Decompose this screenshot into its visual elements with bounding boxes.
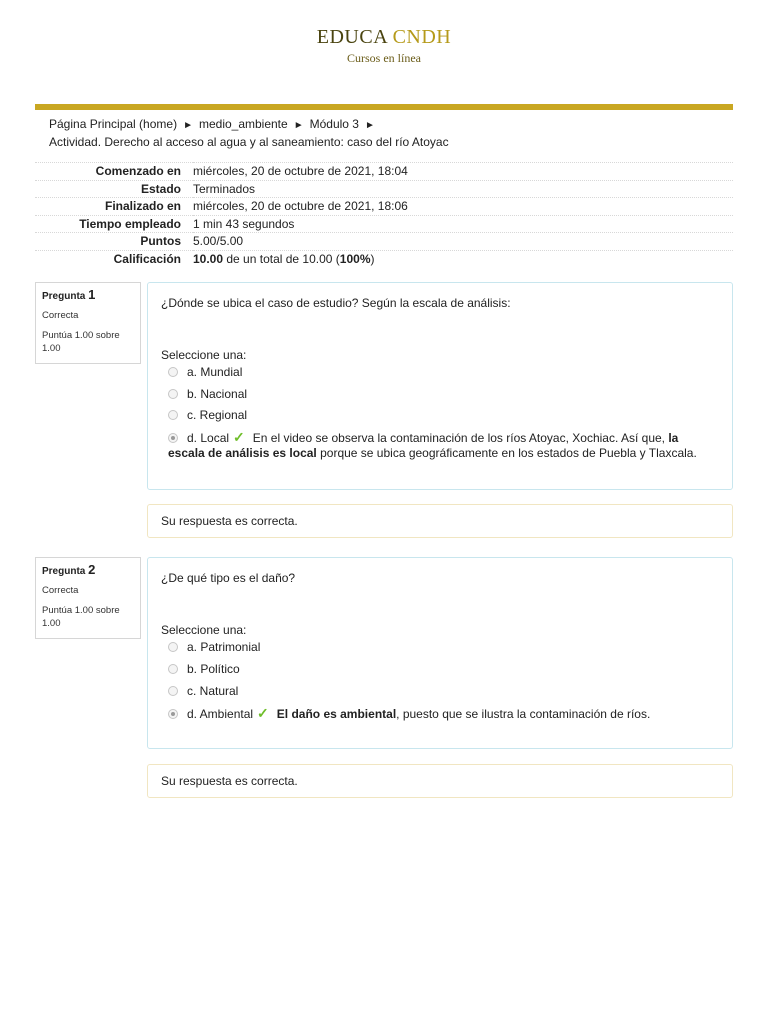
question-feedback: [147, 764, 733, 798]
radio-icon[interactable]: [168, 642, 178, 652]
radio-selected-icon[interactable]: [168, 709, 178, 719]
breadcrumb: [49, 116, 729, 150]
checkmark-icon: ✓: [257, 705, 269, 721]
answer-option[interactable]: [168, 365, 708, 380]
score-line: 1.00: [42, 618, 61, 629]
radio-icon[interactable]: [168, 367, 178, 377]
summary-row: [35, 233, 733, 251]
summary-label: Estado: [35, 180, 193, 198]
score-line: Puntúa 1.00 sobre: [42, 330, 120, 341]
site-logo[interactable]: [0, 26, 768, 49]
breadcrumb-separator-icon: ►: [293, 120, 304, 131]
grade-total: de un total de 10.00 (: [223, 252, 340, 266]
question-number: [42, 287, 140, 302]
summary-label: Calificación: [35, 250, 193, 268]
question-text: ¿Dónde se ubica el caso de estudio? Según la escala de análisis:: [161, 296, 511, 310]
header-divider: [35, 104, 733, 110]
option-label: b. Nacional: [187, 387, 248, 401]
question-status: Correcta: [42, 585, 79, 596]
summary-row: [35, 180, 733, 198]
option-feedback: [277, 707, 651, 721]
question-info: [35, 282, 141, 364]
logo-main: EDUCA: [316, 26, 388, 48]
summary-row: [35, 198, 733, 216]
radio-selected-icon[interactable]: [168, 433, 178, 443]
question-info: [35, 557, 141, 639]
question-number: [42, 562, 140, 577]
breadcrumb-module[interactable]: Módulo 3: [309, 117, 359, 131]
question-content: [147, 557, 733, 749]
attempt-summary: [35, 162, 733, 268]
summary-value: miércoles, 20 de octubre de 2021, 18:06: [193, 198, 733, 216]
question-label: Pregunta: [42, 291, 86, 302]
grade-close: ): [370, 252, 375, 266]
summary-row: [35, 163, 733, 181]
grade-value: [193, 250, 733, 268]
breadcrumb-home[interactable]: Página Principal (home): [49, 117, 178, 131]
summary-row: [35, 215, 733, 233]
feedback-result: Su respuesta es correcta.: [161, 514, 298, 528]
answer-option-selected[interactable]: [168, 430, 708, 461]
option-feedback: [168, 431, 697, 460]
breadcrumb-course[interactable]: medio_ambiente: [198, 117, 288, 131]
radio-icon[interactable]: [168, 389, 178, 399]
question-score: [42, 604, 140, 630]
summary-row: [35, 250, 733, 268]
option-label: c. Regional: [187, 408, 248, 422]
radio-icon[interactable]: [168, 686, 178, 696]
checkmark-icon: ✓: [233, 429, 245, 445]
option-label: b. Político: [187, 662, 240, 676]
feedback-result: Su respuesta es correcta.: [161, 774, 298, 788]
feedback-text: , puesto que se ilustra la contaminación de ríos.: [396, 707, 651, 721]
question-text: ¿De qué tipo es el daño?: [161, 571, 296, 585]
summary-label: Finalizado en: [35, 198, 193, 216]
summary-value: 5.00/5.00: [193, 233, 733, 251]
feedback-emphasis: El daño es ambiental: [276, 707, 397, 721]
answer-option[interactable]: [168, 387, 708, 402]
answer-prompt: Seleccione una:: [161, 623, 247, 637]
summary-value: Terminados: [193, 180, 733, 198]
answer-option[interactable]: [168, 640, 708, 655]
question-score: [42, 329, 140, 355]
feedback-text: En el video se observa la contaminación de los ríos Atoyac, Xochiac. Así que,: [252, 431, 669, 445]
logo-accent: CNDH: [392, 26, 452, 48]
question-index: 2: [88, 562, 96, 577]
score-line: Puntúa 1.00 sobre: [42, 605, 120, 616]
grade-percent: 100%: [339, 252, 371, 266]
summary-value: miércoles, 20 de octubre de 2021, 18:04: [193, 163, 733, 181]
answer-option[interactable]: [168, 662, 708, 677]
score-line: 1.00: [42, 343, 61, 354]
summary-label: Tiempo empleado: [35, 215, 193, 233]
site-subtitle: Cursos en línea: [347, 51, 421, 65]
summary-label: Puntos: [35, 233, 193, 251]
answer-prompt: Seleccione una:: [161, 348, 247, 362]
answer-option[interactable]: [168, 684, 708, 699]
option-label: a. Patrimonial: [187, 640, 261, 654]
question-label: Pregunta: [42, 566, 86, 577]
option-label: d. Ambiental: [187, 707, 254, 721]
option-label: d. Local: [187, 431, 230, 445]
breadcrumb-separator-icon: ►: [364, 120, 375, 131]
summary-value: 1 min 43 segundos: [193, 215, 733, 233]
radio-icon[interactable]: [168, 664, 178, 674]
answer-option-selected[interactable]: [168, 706, 708, 722]
answer-option[interactable]: [168, 408, 708, 423]
feedback-emphasis: la escala de análisis es local: [168, 431, 679, 460]
breadcrumb-activity[interactable]: Actividad. Derecho al acceso al agua y al saneamiento: caso del río Atoyac: [49, 135, 449, 149]
option-label: c. Natural: [187, 684, 239, 698]
question-feedback: [147, 504, 733, 538]
question-content: [147, 282, 733, 490]
feedback-text: porque se ubica geográficamente en los estados de Puebla y Tlaxcala.: [316, 446, 697, 460]
grade-score: 10.00: [193, 252, 224, 266]
question-index: 1: [88, 287, 96, 302]
summary-label: Comenzado en: [35, 163, 193, 181]
question-status: Correcta: [42, 310, 79, 321]
option-label: a. Mundial: [187, 365, 243, 379]
breadcrumb-separator-icon: ►: [183, 120, 193, 131]
radio-icon[interactable]: [168, 410, 178, 420]
